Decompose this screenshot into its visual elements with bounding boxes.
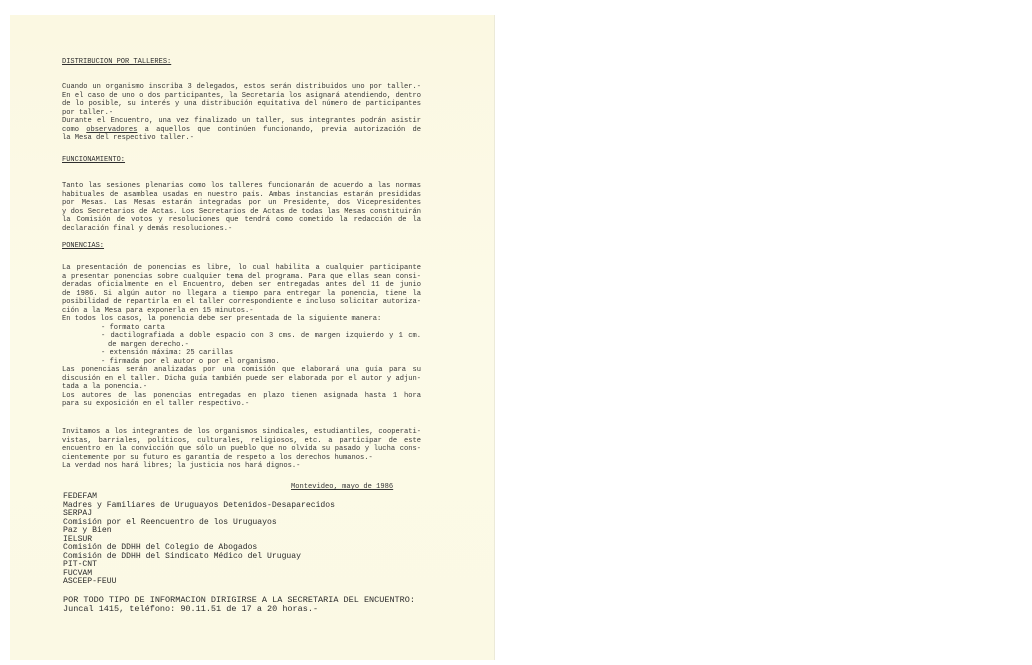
signatory-name: PIT-CNT	[63, 560, 97, 569]
text-line: tada a la ponencia.-	[62, 383, 148, 391]
text-line: Las ponencias serán analizadas por una comisión que elaborará una guía para su	[62, 366, 421, 374]
contact-info	[63, 596, 463, 613]
signatory-name: FUCVAM	[63, 568, 93, 578]
text-line: La presentación de ponencias es libre, lo cual habilita a cualquier participante	[62, 264, 421, 272]
section-heading-ponencias: PONENCIAS:	[62, 242, 105, 250]
contact-line: Juncal 1415, teléfono: 90.11.51 de 17 a 20 horas.-	[63, 603, 319, 614]
requirement-item: - extensión máxima: 25 carillas	[101, 349, 233, 357]
paragraph-ponencias-intro	[62, 264, 421, 324]
requirement-item-continuation: de margen derecho.-	[108, 340, 189, 349]
document-page	[10, 15, 495, 660]
ponencias-requirements-list	[101, 324, 421, 367]
text-line: a presentar ponencias sobre cualquier tema del programa. Para que ellas sean consi-	[62, 272, 421, 281]
text-line: ción a la Mesa para exponerla en 15 minutos.-	[62, 306, 254, 315]
signatory-name: SERPAJ	[63, 509, 93, 518]
text-line: y dos Secretarios de Actas. Los Secretarios de Actas de todas las Mesas constituirán	[62, 207, 421, 216]
paragraph-funcionamiento	[62, 182, 421, 233]
text-line: habituales de asamblea usadas en nuestro país. Ambas instancias estarán presididas	[62, 190, 421, 199]
signatory-name: Comisión de DDHH del Sindicato Médico del Uruguay	[63, 551, 301, 561]
text-line: de 1986. Si algún autor no llegara a tiempo para entregar la ponencia, tiene la	[62, 289, 421, 298]
text-segment: a aquellos que continúen funcionando, previa autorización de	[137, 125, 421, 134]
text-line: La verdad nos hará libres; la justicia nos hará dignos.-	[62, 462, 301, 470]
text-line: para su exposición en el taller respectivo.-	[62, 400, 250, 408]
text-line: de lo posible, su interés y una distribución equitativa del número de participantes	[62, 100, 421, 108]
text-line: declaración final y demás resoluciones.-	[62, 224, 233, 233]
signatory-name: IELSUR	[63, 534, 93, 544]
requirement-item: - dactilografiada a doble espacio con 3 cms. de margen izquierdo y 1 cm.	[101, 332, 421, 340]
document-date: Montevideo, mayo de 1986	[291, 483, 394, 491]
paragraph-ponencias-analysis	[62, 366, 421, 409]
section-heading-funcionamiento: FUNCIONAMIENTO:	[62, 156, 126, 164]
text-line: deradas oficialmente en el Encuentro, deben ser entregadas antes del 11 de junio	[62, 281, 421, 289]
text-line: En el caso de uno o dos participantes, la Secretaría los asignará atendiendo, dentro	[62, 91, 421, 100]
text-line	[62, 126, 421, 135]
text-line: encuentro en la convicción que sólo un pueblo que no olvida su pasado y lucha cons-	[62, 445, 421, 453]
text-line: por taller.-	[62, 108, 114, 117]
text-line: Durante el Encuentro, una vez finalizado un taller, sus integrantes podrán asistir	[62, 117, 421, 125]
text-line: discusión en el taller. Dicha guía también puede ser elaborada por el autor y adjun-	[62, 374, 421, 383]
text-line: Tanto las sesiones plenarias como los talleres funcionarán de acuerdo a las normas	[62, 182, 421, 190]
text-line: Cuando un organismo inscriba 3 delegados, estos serán distribuidos uno por taller.-	[62, 83, 421, 91]
text-line: cientemente por su futuro es garantía de respeto a los derechos humanos.-	[62, 453, 373, 462]
signatory-name: Paz y Bien	[63, 526, 112, 535]
requirement-item: - firmada por el autor o por el organismo.	[101, 357, 280, 366]
paragraph-invitation	[62, 428, 421, 471]
text-line: la Comisión de votos y resoluciones que tendrá como cometido la redacción de la	[62, 216, 421, 224]
signatory-name: ASCEEP-FEUU	[63, 577, 117, 586]
section-heading-distribucion: DISTRIBUCION POR TALLERES:	[62, 58, 172, 66]
signatory-name: Comisión por el Reencuentro de los Uruguayos	[63, 517, 277, 527]
text-line: posibilidad de repartirla en el taller correspondiente e incluso solicitar autoriza-	[62, 298, 421, 306]
requirement-item: - formato carta	[101, 323, 165, 332]
text-line: vistas, barriales, políticos, culturales, religiosos, etc. a participar de este	[62, 436, 421, 445]
text-line: la Mesa del respectivo taller.-	[62, 134, 194, 142]
text-line: por Mesas. Las Mesas estarán integradas por un Presidente, dos Vicepresidentes	[62, 199, 421, 207]
underlined-word: observadores	[86, 125, 138, 134]
signatories-list	[63, 493, 443, 587]
text-line: En todos los casos, la ponencia debe ser presentada de la siguiente manera:	[62, 315, 382, 323]
text-line: Invitamos a los integrantes de los organismos sindicales, estudiantiles, cooperati-	[62, 428, 421, 436]
signatory-name: Comisión de DDHH del Colegio de Abogados	[63, 543, 258, 552]
contact-line: POR TODO TIPO DE INFORMACION DIRIGIRSE A LA SECRETARIA DEL ENCUENTRO:	[63, 595, 415, 605]
text-line: Los autores de las ponencias entregadas en plazo tienen asignada hasta 1 hora	[62, 391, 421, 400]
signatory-name: FEDEFAM	[63, 492, 97, 501]
signatory-name: Madres y Familiares de Uruguayos Detenidos-Desaparecidos	[63, 500, 335, 510]
paragraph-distribucion	[62, 83, 421, 143]
text-segment: como	[62, 125, 87, 134]
